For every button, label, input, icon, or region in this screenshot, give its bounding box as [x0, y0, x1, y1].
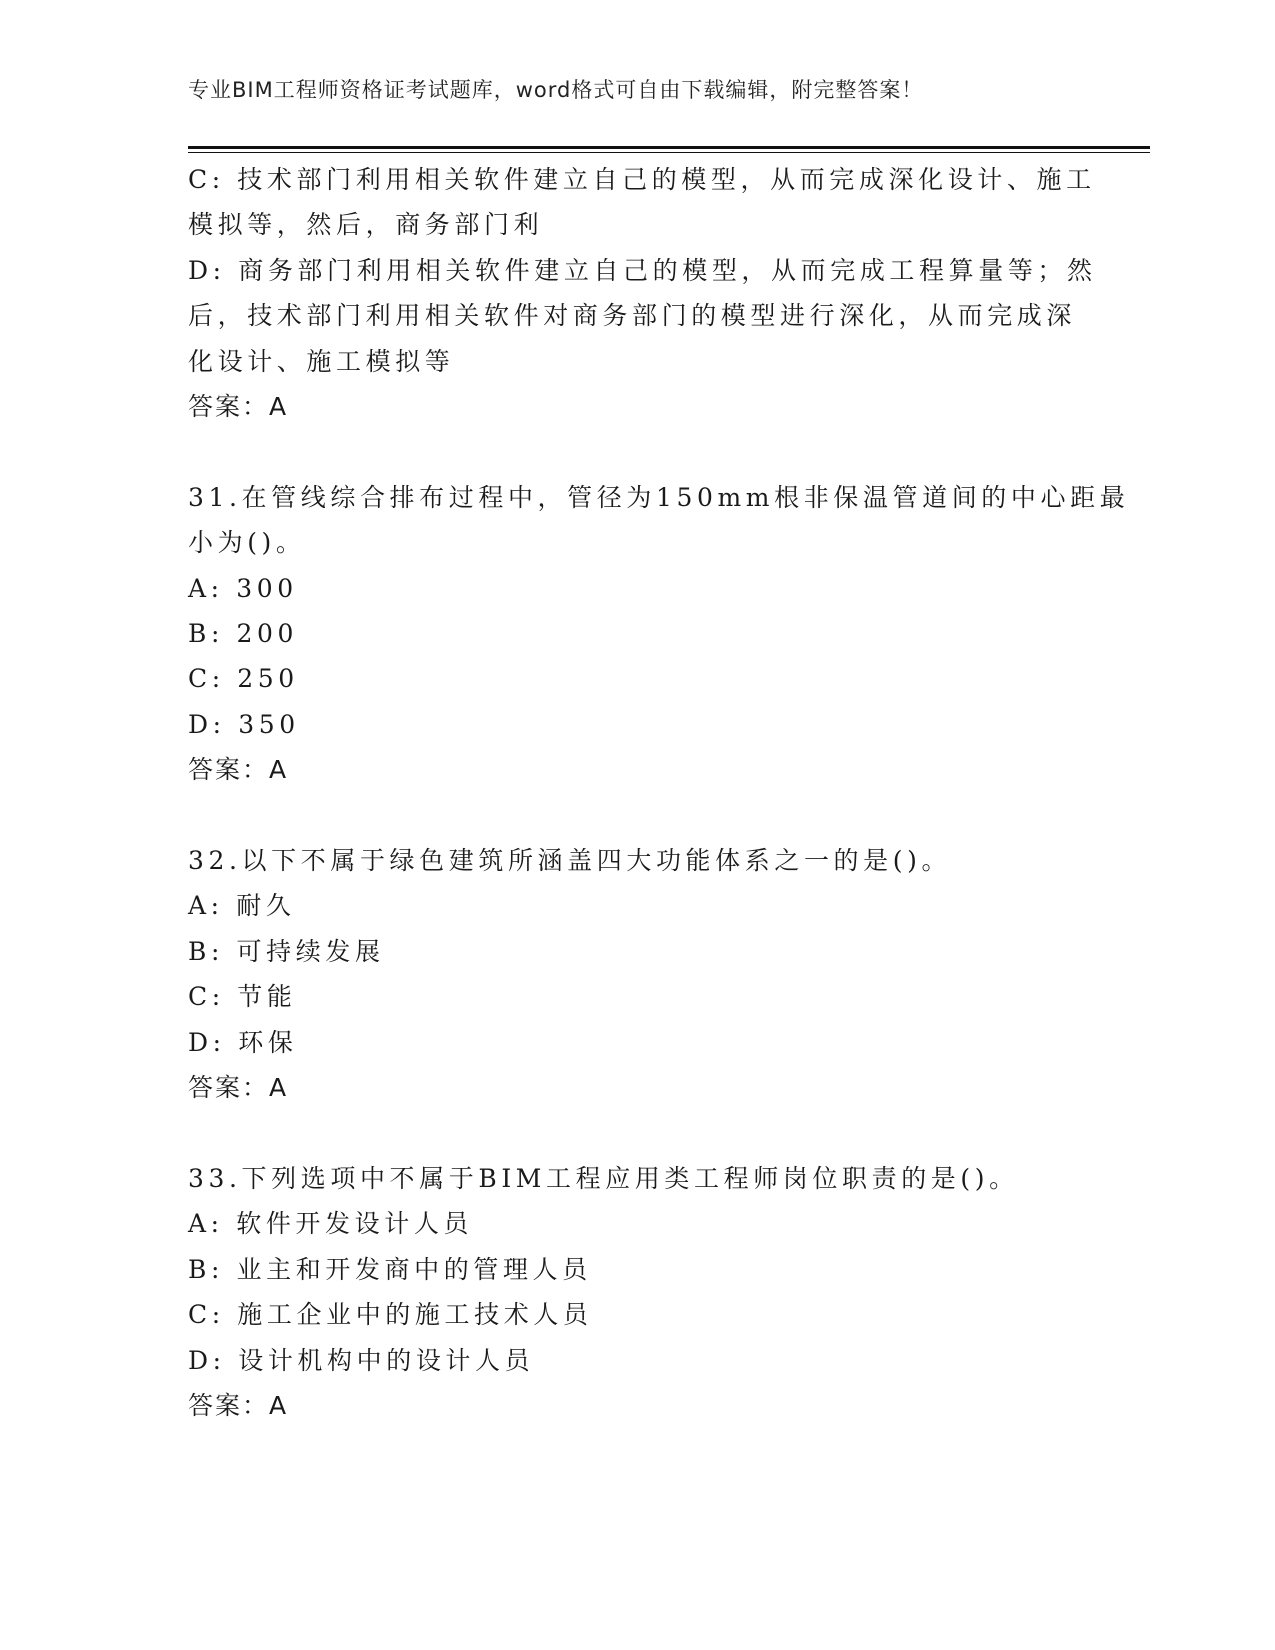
document-body: [188, 157, 1130, 1428]
option-a: A: 耐久: [188, 891, 296, 921]
question-31: [188, 475, 1130, 793]
option-c-line-1: C: 技术部门利用相关软件建立自己的模型，从而完成深化设计、施工: [188, 165, 1096, 194]
question-stem-line-1: 33.下列选项中不属于BIM工程应用类工程师岗位职责的是()。: [188, 1163, 1019, 1193]
spacer: [188, 1111, 1088, 1156]
header-rule-thick: [188, 146, 1150, 149]
option-d: D: 设计机构中的设计人员: [188, 1345, 535, 1375]
question-33: [188, 1156, 1088, 1428]
question-stem-line-2: 小为()。: [188, 528, 306, 558]
option-c-line-2: 模拟等，然后，商务部门利: [188, 210, 544, 240]
option-d: D: 环保: [188, 1027, 298, 1057]
option-d-line-1: D: 商务部门利用相关软件建立自己的模型，从而完成工程算量等；然: [188, 255, 1097, 285]
option-d-line-3: 化设计、施工模拟等: [188, 346, 455, 376]
spacer: [188, 429, 1088, 474]
option-d: D: 350: [188, 709, 300, 739]
option-d-line-2: 后，技术部门利用相关软件对商务部门的模型进行深化，从而完成深: [188, 301, 1077, 331]
option-c: C: 250: [188, 664, 299, 694]
option-b: B: 可持续发展: [188, 936, 385, 966]
option-a: A: 软件开发设计人员: [188, 1209, 474, 1239]
question-stem-line-1: 31.在管线综合排布过程中，管径为150mm根非保温管道间的中心距最: [188, 482, 1130, 512]
option-c: C: 节能: [188, 982, 297, 1012]
option-b: B: 业主和开发商中的管理人员: [188, 1254, 592, 1284]
answer-line: 答案：A: [188, 1390, 289, 1420]
option-b: B: 200: [188, 619, 299, 649]
answer-line: 答案：A: [188, 392, 289, 422]
spacer: [188, 793, 1088, 838]
header-rule-thin: [188, 152, 1150, 153]
answer-line: 答案：A: [188, 755, 289, 785]
option-a: A: 300: [188, 573, 298, 603]
option-c: C: 施工企业中的施工技术人员: [188, 1300, 593, 1330]
answer-line: 答案：A: [188, 1073, 289, 1103]
question-stem-line-1: 32.以下不属于绿色建筑所涵盖四大功能体系之一的是()。: [188, 846, 952, 876]
question-32: [188, 838, 1088, 1110]
page-header: 专业BIM工程师资格证考试题库，word格式可自由下载编辑，附完整答案！: [188, 78, 924, 102]
prev-question-block: [188, 157, 1097, 429]
